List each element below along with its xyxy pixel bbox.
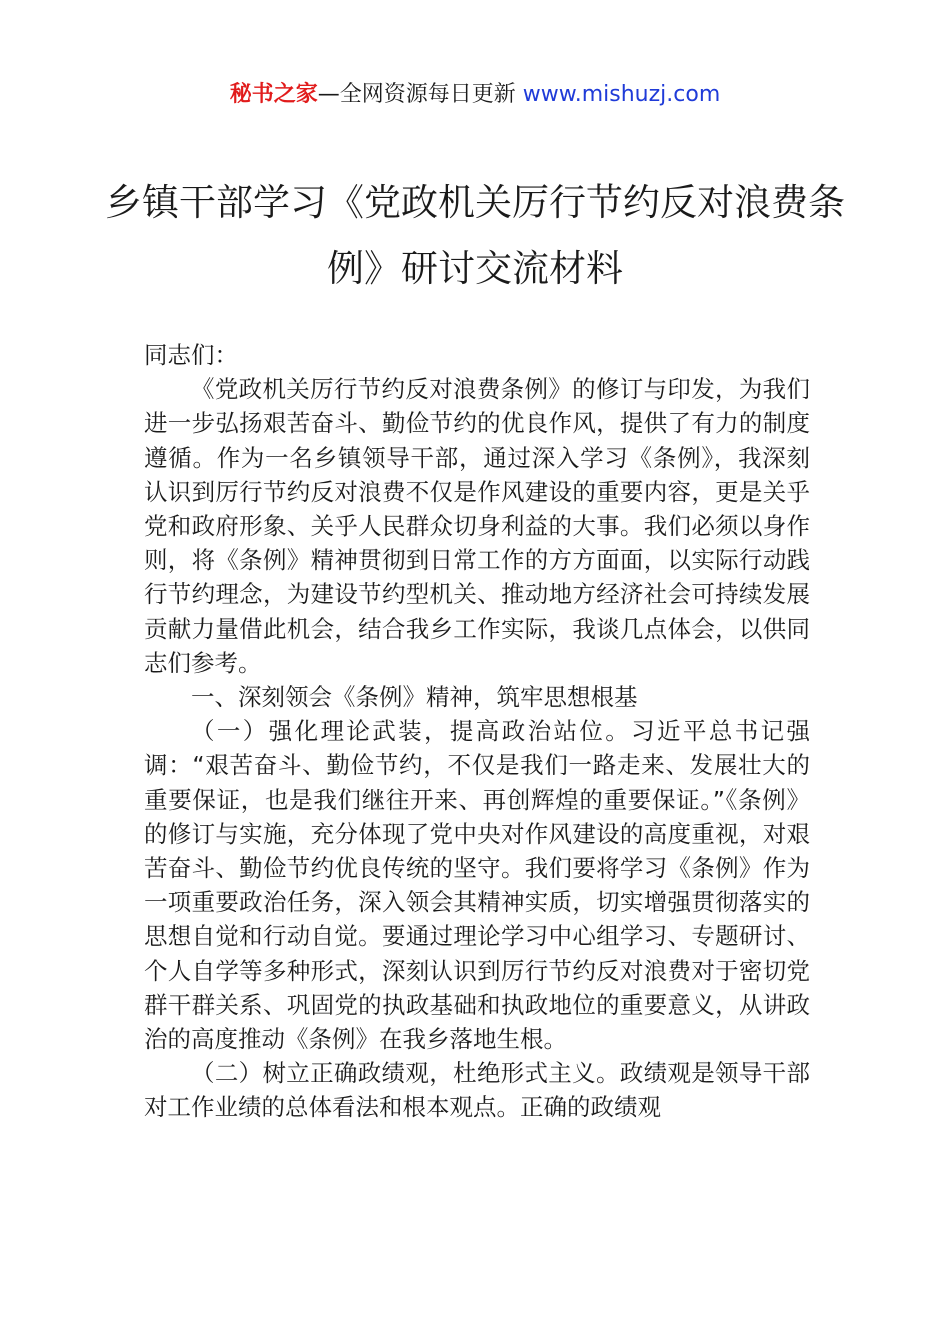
- paragraph-section-1-1: （一）强化理论武装，提高政治站位。习近平总书记强调：“艰苦奋斗、勤俭节约，不仅是我们一路走来、发展壮大的重要保证，也是我们继往开来、再创辉煌的重要保证。”《条例》的修订与实施，充分体现了党中央对作风建设的高度重视，对艰苦奋斗、勤俭节约优良传统的坚守。我们要将学习《条例》作为一项重要政治任务，深入领会其精神实质，切实增强贯彻落实的思想自觉和行动自觉。要通过理论学习中心组学习、专题研讨、个人自学等多种形式，深刻认识到厉行节约反对浪费对于密切党群干群关系、巩固党的执政基础和执政地位的重要意义，从讲政治的高度推动《条例》在我乡落地生根。: [144, 717, 810, 1054]
- salutation: 同志们：: [144, 341, 238, 369]
- document-title: 乡镇干部学习《党政机关厉行节约反对浪费条例》研讨交流材料: [105, 181, 845, 290]
- paragraph-intro: 《党政机关厉行节约反对浪费条例》的修订与印发，为我们进一步弘扬艰苦奋斗、勤俭节约的优良作风，提供了有力的制度遵循。作为一名乡镇领导干部，通过深入学习《条例》，我深刻认识到厉行节约反对浪费不仅是作风建设的重要内容，更是关乎党和政府形象、关乎人民群众切身利益的大事。我们必须以身作则，将《条例》精神贯彻到日常工作的方方面面，以实际行动践行节约理念，为建设节约型机关、推动地方经济社会可持续发展贡献力量借此机会，结合我乡工作实际，我谈几点体会，以供同志们参考。: [144, 375, 810, 677]
- site-url-link[interactable]: www.mishuzj.com: [522, 82, 721, 107]
- paragraph-section-1-2: （二）树立正确政绩观，杜绝形式主义。政绩观是领导干部对工作业绩的总体看法和根本观点。正确的政绩观: [144, 1059, 810, 1122]
- site-header: [0, 78, 950, 112]
- site-tagline: —全网资源每日更新: [317, 82, 523, 107]
- section-heading-1: 一、深刻领会《条例》精神，筑牢思想根基: [191, 683, 638, 712]
- document-body: [144, 338, 810, 1125]
- site-brand: 秘书之家: [229, 82, 318, 107]
